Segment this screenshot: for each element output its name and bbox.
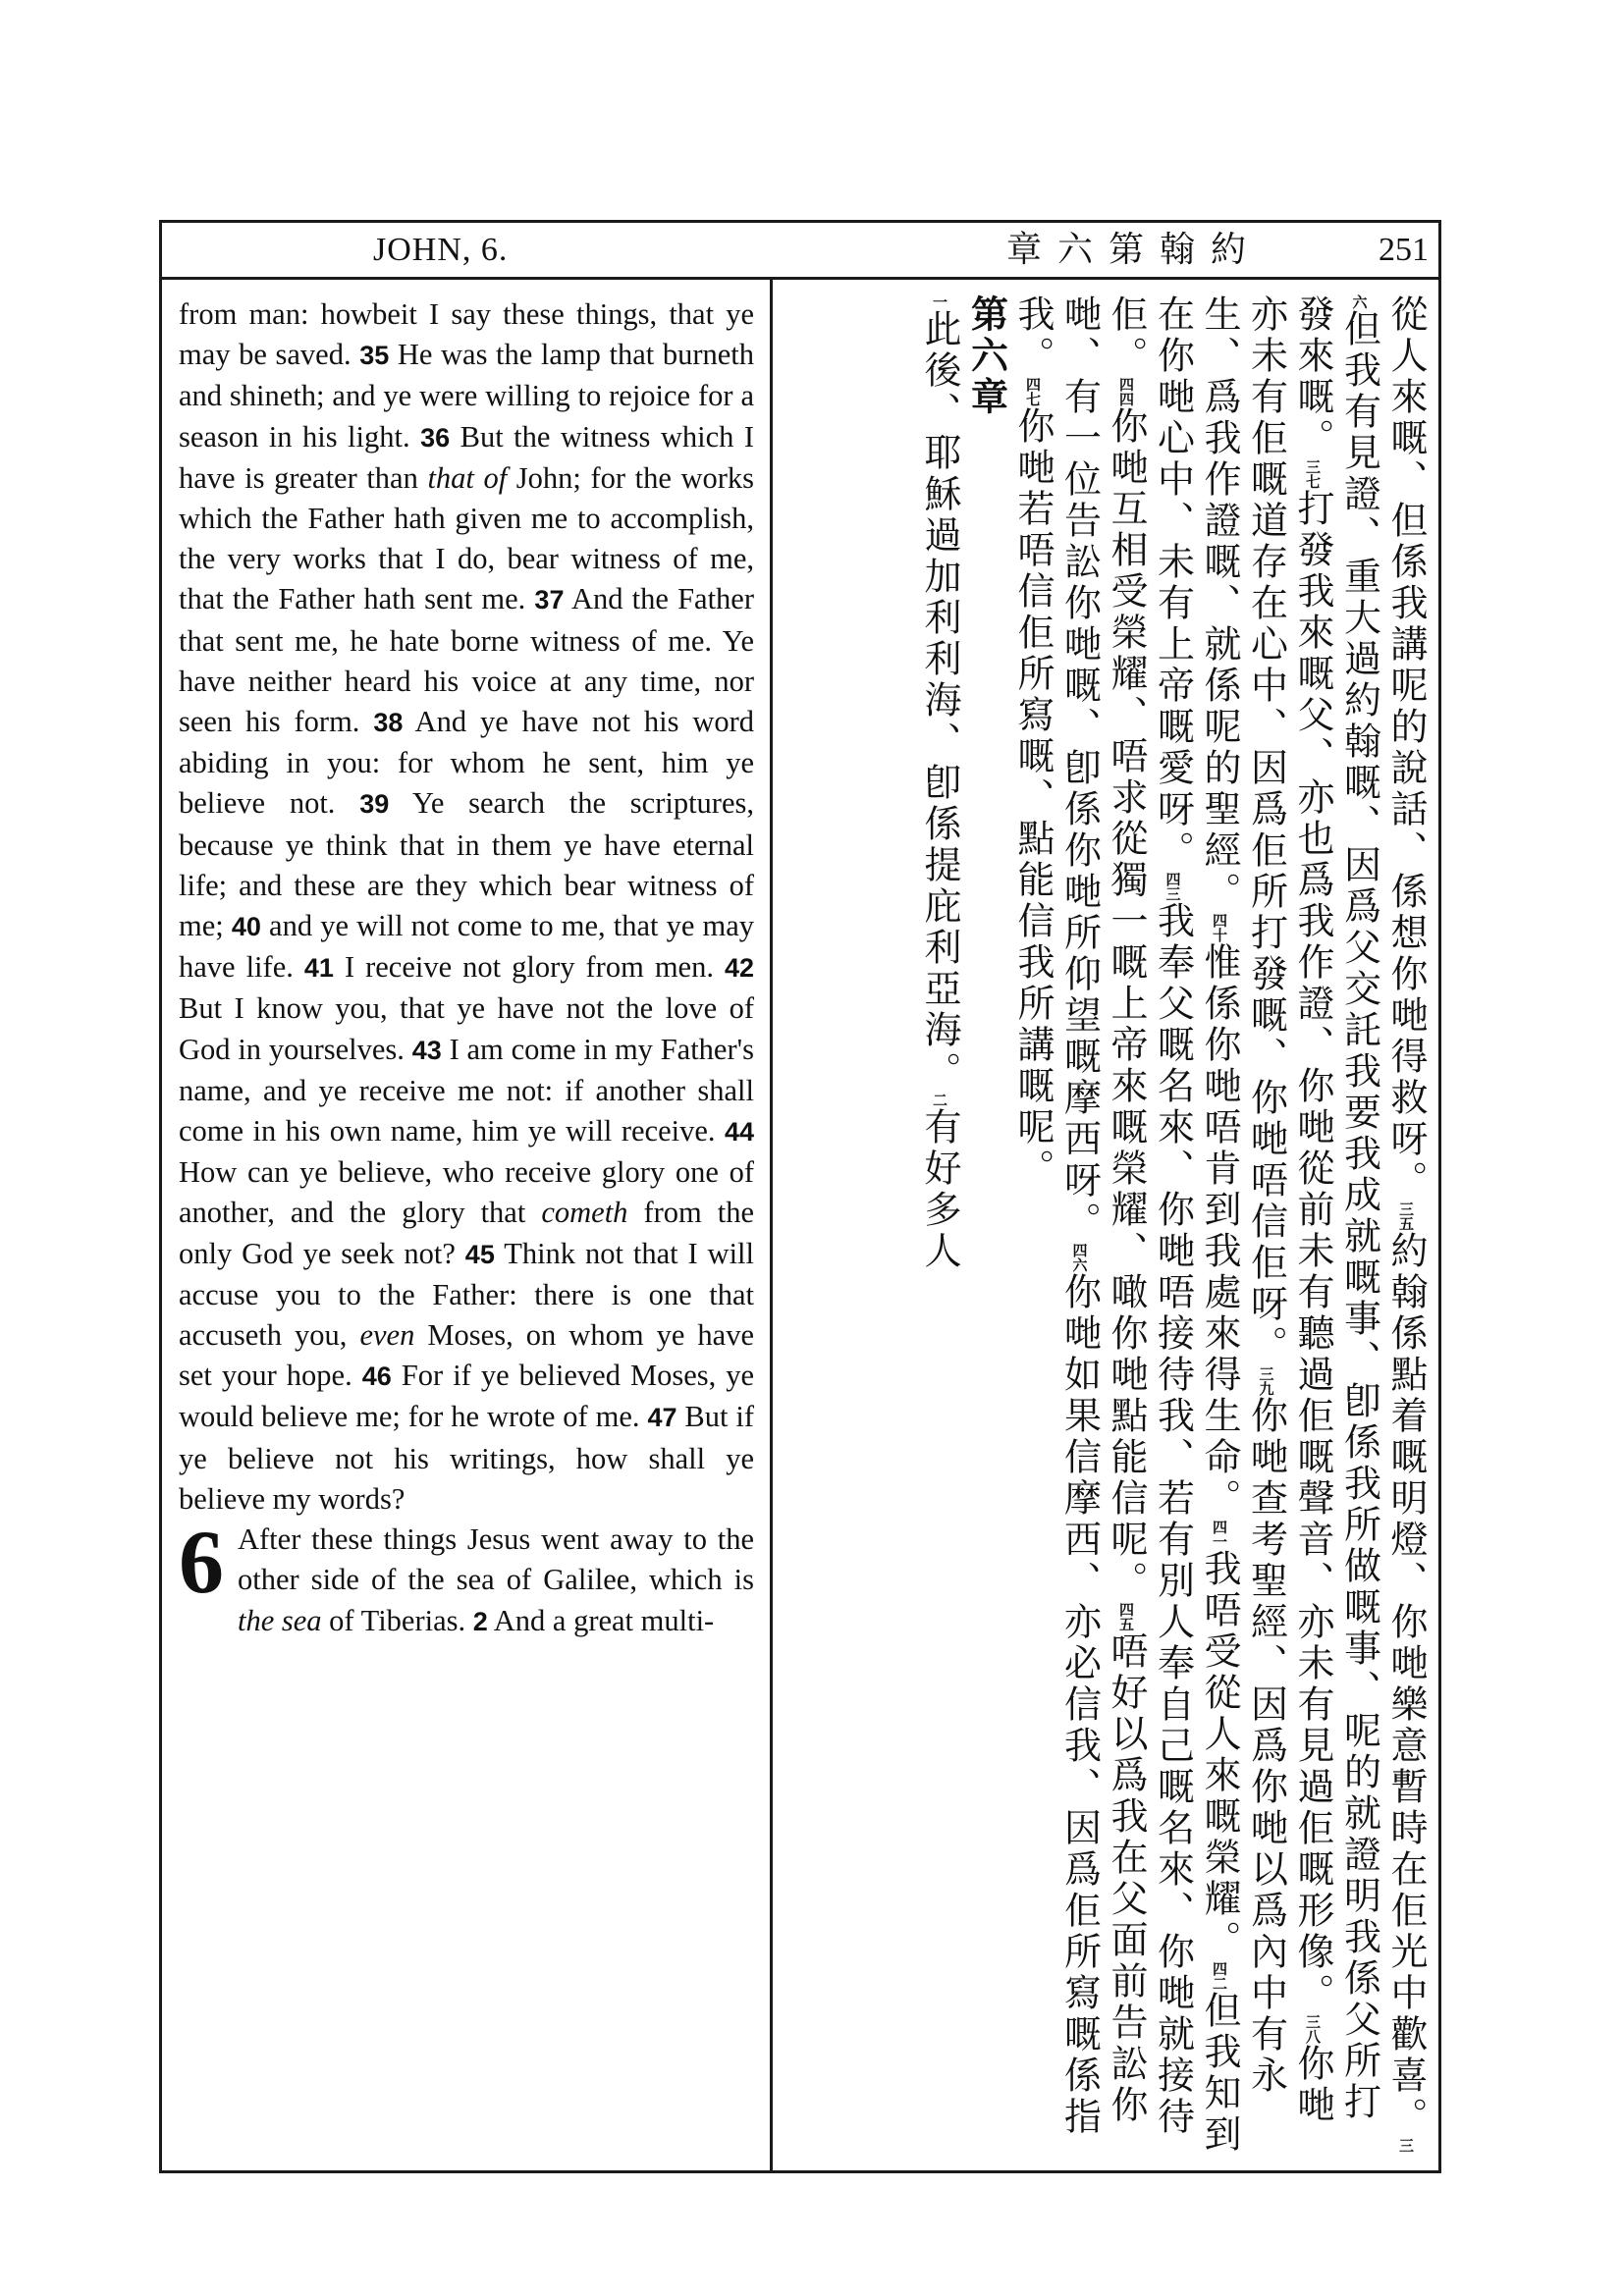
verse-number: 三五 (1397, 1201, 1415, 1231)
verse-number: 四十 (1211, 913, 1228, 942)
verse-number: 41 (303, 953, 334, 984)
english-paragraph-chapter-6: 6 After these things Jesus went away to the other side of the sea of Galilee, which is the sea of Tiberias. 2 And a great multi- (179, 1512, 754, 1637)
english-paragraph-chapter-5: from man: howbeit I say these things, that ye may be saved. 35 He was the lamp that burneth and shineth; and ye were willing to rejoice for a season in his light. 36 But the witness which I have is greater than that of John; for the works which the Father hath given me to accomplish, the very works that I do, bear witness of me, that the Father hath sent me. 37 And the Father that sent me, he hate borne witness of me. Ye have neither heard his voice at any time, nor seen his form. 38 And ye have not his word abiding in you: for whom he sent, him ye believe not. 39 Ye search the scriptures, because ye think that in them ye have eternal life; and these are they which bear witness of me; 40 and ye will not come to me, that ye may have life. 41 I receive not glory from men. 42 But I know you, that ye have not the love of God in yourselves. 43 I am come in my Father's name, and ye receive me not: if another shall come in his own name, him ye will receive. 44 How can ye believe, who receive glory one of another, and the glory that cometh from the only God ye seek not? 45 Think not that I will accuse you to the Father: there is one that accuseth you, even Moses, on whom ye have set your hope. 46 For if ye believed Moses, ye would believe me; for he wrote of me. 47 But if ye believe not his writings, how shall ye believe my words? (179, 297, 755, 1516)
verse-number: 四六 (1070, 1243, 1089, 1272)
chapter-number-drop-cap: 6 (179, 1512, 224, 1613)
verse-number: 45 (464, 1239, 495, 1269)
verse-number: 40 (231, 912, 261, 942)
page-number: 251 (1379, 232, 1429, 268)
verse-number: 42 (724, 953, 755, 984)
verse-number: 二 (931, 1093, 948, 1107)
verse-number: 47 (647, 1403, 677, 1433)
verse-number: 四四 (1117, 377, 1135, 406)
verse-number: 43 (411, 1035, 442, 1065)
verse-number: 四五 (1117, 1602, 1135, 1631)
running-title-english: JOHN, 6. (373, 232, 509, 268)
verse-number: 38 (373, 708, 404, 738)
verse-number: 三七 (1304, 459, 1322, 489)
header-rule (159, 277, 1441, 280)
verse-number: 四七 (1024, 377, 1042, 406)
verse-number: 37 (534, 585, 565, 615)
verse-number: 四三 (1163, 872, 1182, 901)
english-column (179, 294, 754, 2150)
verse-number: 一 (931, 294, 948, 309)
verse-number: 36 (420, 422, 451, 453)
verse-number: 四二 (1211, 1961, 1228, 1991)
chapter-heading-chinese: 第六章 (964, 294, 1008, 418)
verse-number: 44 (724, 1117, 755, 1148)
column-divider (770, 279, 773, 2171)
verse-number: 46 (361, 1362, 392, 1392)
chinese-column: 從人來嘅、但係我講呢的說話、係想你哋得救呀。三五約翰係點着嘅明燈、你哋樂意暫時在佢光中歡喜。三六但我有見證、重大過約翰嘅、因爲父交託我要我成就嘅事、卽係我所做嘅事、呢的就證明我係父所打發來嘅。三七打發我來嘅父、亦也爲我作證、你哋從前未有聽過佢嘅聲音、亦未有見過佢嘅形像。三八你哋亦未有佢嘅道存在心中、因爲佢所打發嘅、你哋唔信佢呀。三九你哋查考聖經、因爲你哋以爲內中有永生、爲我作證嘅、就係呢的聖經。四十惟係你哋唔肯到我處來得生命。四一我唔受從人來嘅榮耀。四二但我知到在你哋心中、未有上帝嘅愛呀。四三我奉父嘅名來、你哋唔接待我、若有別人奉自己嘅名來、你哋就接待佢。四四你哋互相受榮耀、唔求從獨一嘅上帝來嘅榮耀、噉你哋點能信呢。四五唔好以爲我在父面前告訟你哋、有一位告訟你哋嘅、卽係你哋所仰望嘅摩西呀。四六你哋如果信摩西、亦必信我、因爲佢所寫嘅係指我。四七你哋若唔信佢所寫嘅、點能信我所講嘅呢。 第六章 一此後、耶穌過加利利海、卽係提庇利亞海。二有好多人 (918, 294, 1428, 2156)
verse-number: 三八 (1304, 2014, 1322, 2044)
verse-number: 39 (359, 789, 390, 820)
verse-number: 2 (472, 1606, 488, 1636)
verse-number: 三九 (1257, 1366, 1275, 1396)
verse-number: 35 (359, 341, 390, 371)
verse-number: 四一 (1211, 1520, 1228, 1549)
verse-number: 三六 (1350, 294, 1415, 2153)
running-title-chinese: 約翰第六章 (1005, 230, 1262, 270)
